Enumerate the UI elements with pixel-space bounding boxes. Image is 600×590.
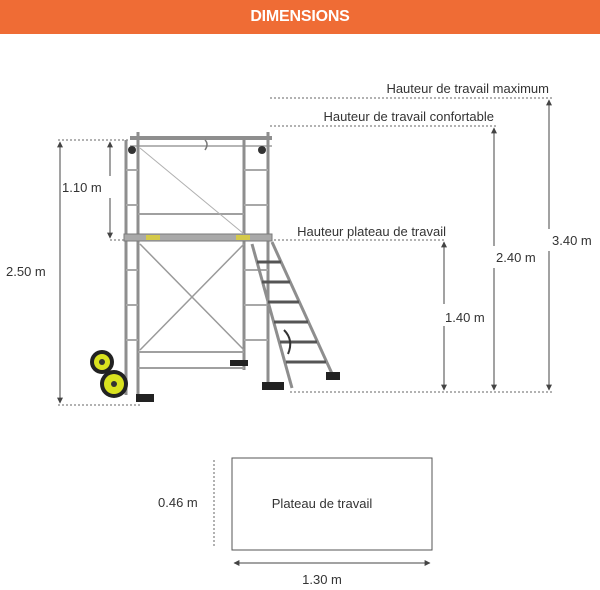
comfortable-working-height-label: Hauteur de travail confortable xyxy=(323,109,494,124)
comfortable-height-value: 2.40 m xyxy=(496,250,536,265)
max-height-value: 3.40 m xyxy=(552,233,592,248)
platform-height-value: 1.40 m xyxy=(445,310,485,325)
label-backgrounds xyxy=(46,176,560,326)
guardrail-height-value: 1.10 m xyxy=(62,180,102,195)
max-working-height-label: Hauteur de travail maximum xyxy=(386,81,549,96)
reference-lines xyxy=(58,98,552,405)
total-height-value: 2.50 m xyxy=(6,264,46,279)
scaffold-illustration xyxy=(90,132,340,402)
platform-plan-view xyxy=(158,458,432,587)
platform-height-label: Hauteur plateau de travail xyxy=(297,224,446,239)
platform-label: Plateau de travail xyxy=(271,496,373,511)
platform-width-value: 0.46 m xyxy=(158,495,198,510)
page-title: DIMENSIONS xyxy=(250,8,350,25)
platform-length-value: 1.30 m xyxy=(302,572,342,587)
